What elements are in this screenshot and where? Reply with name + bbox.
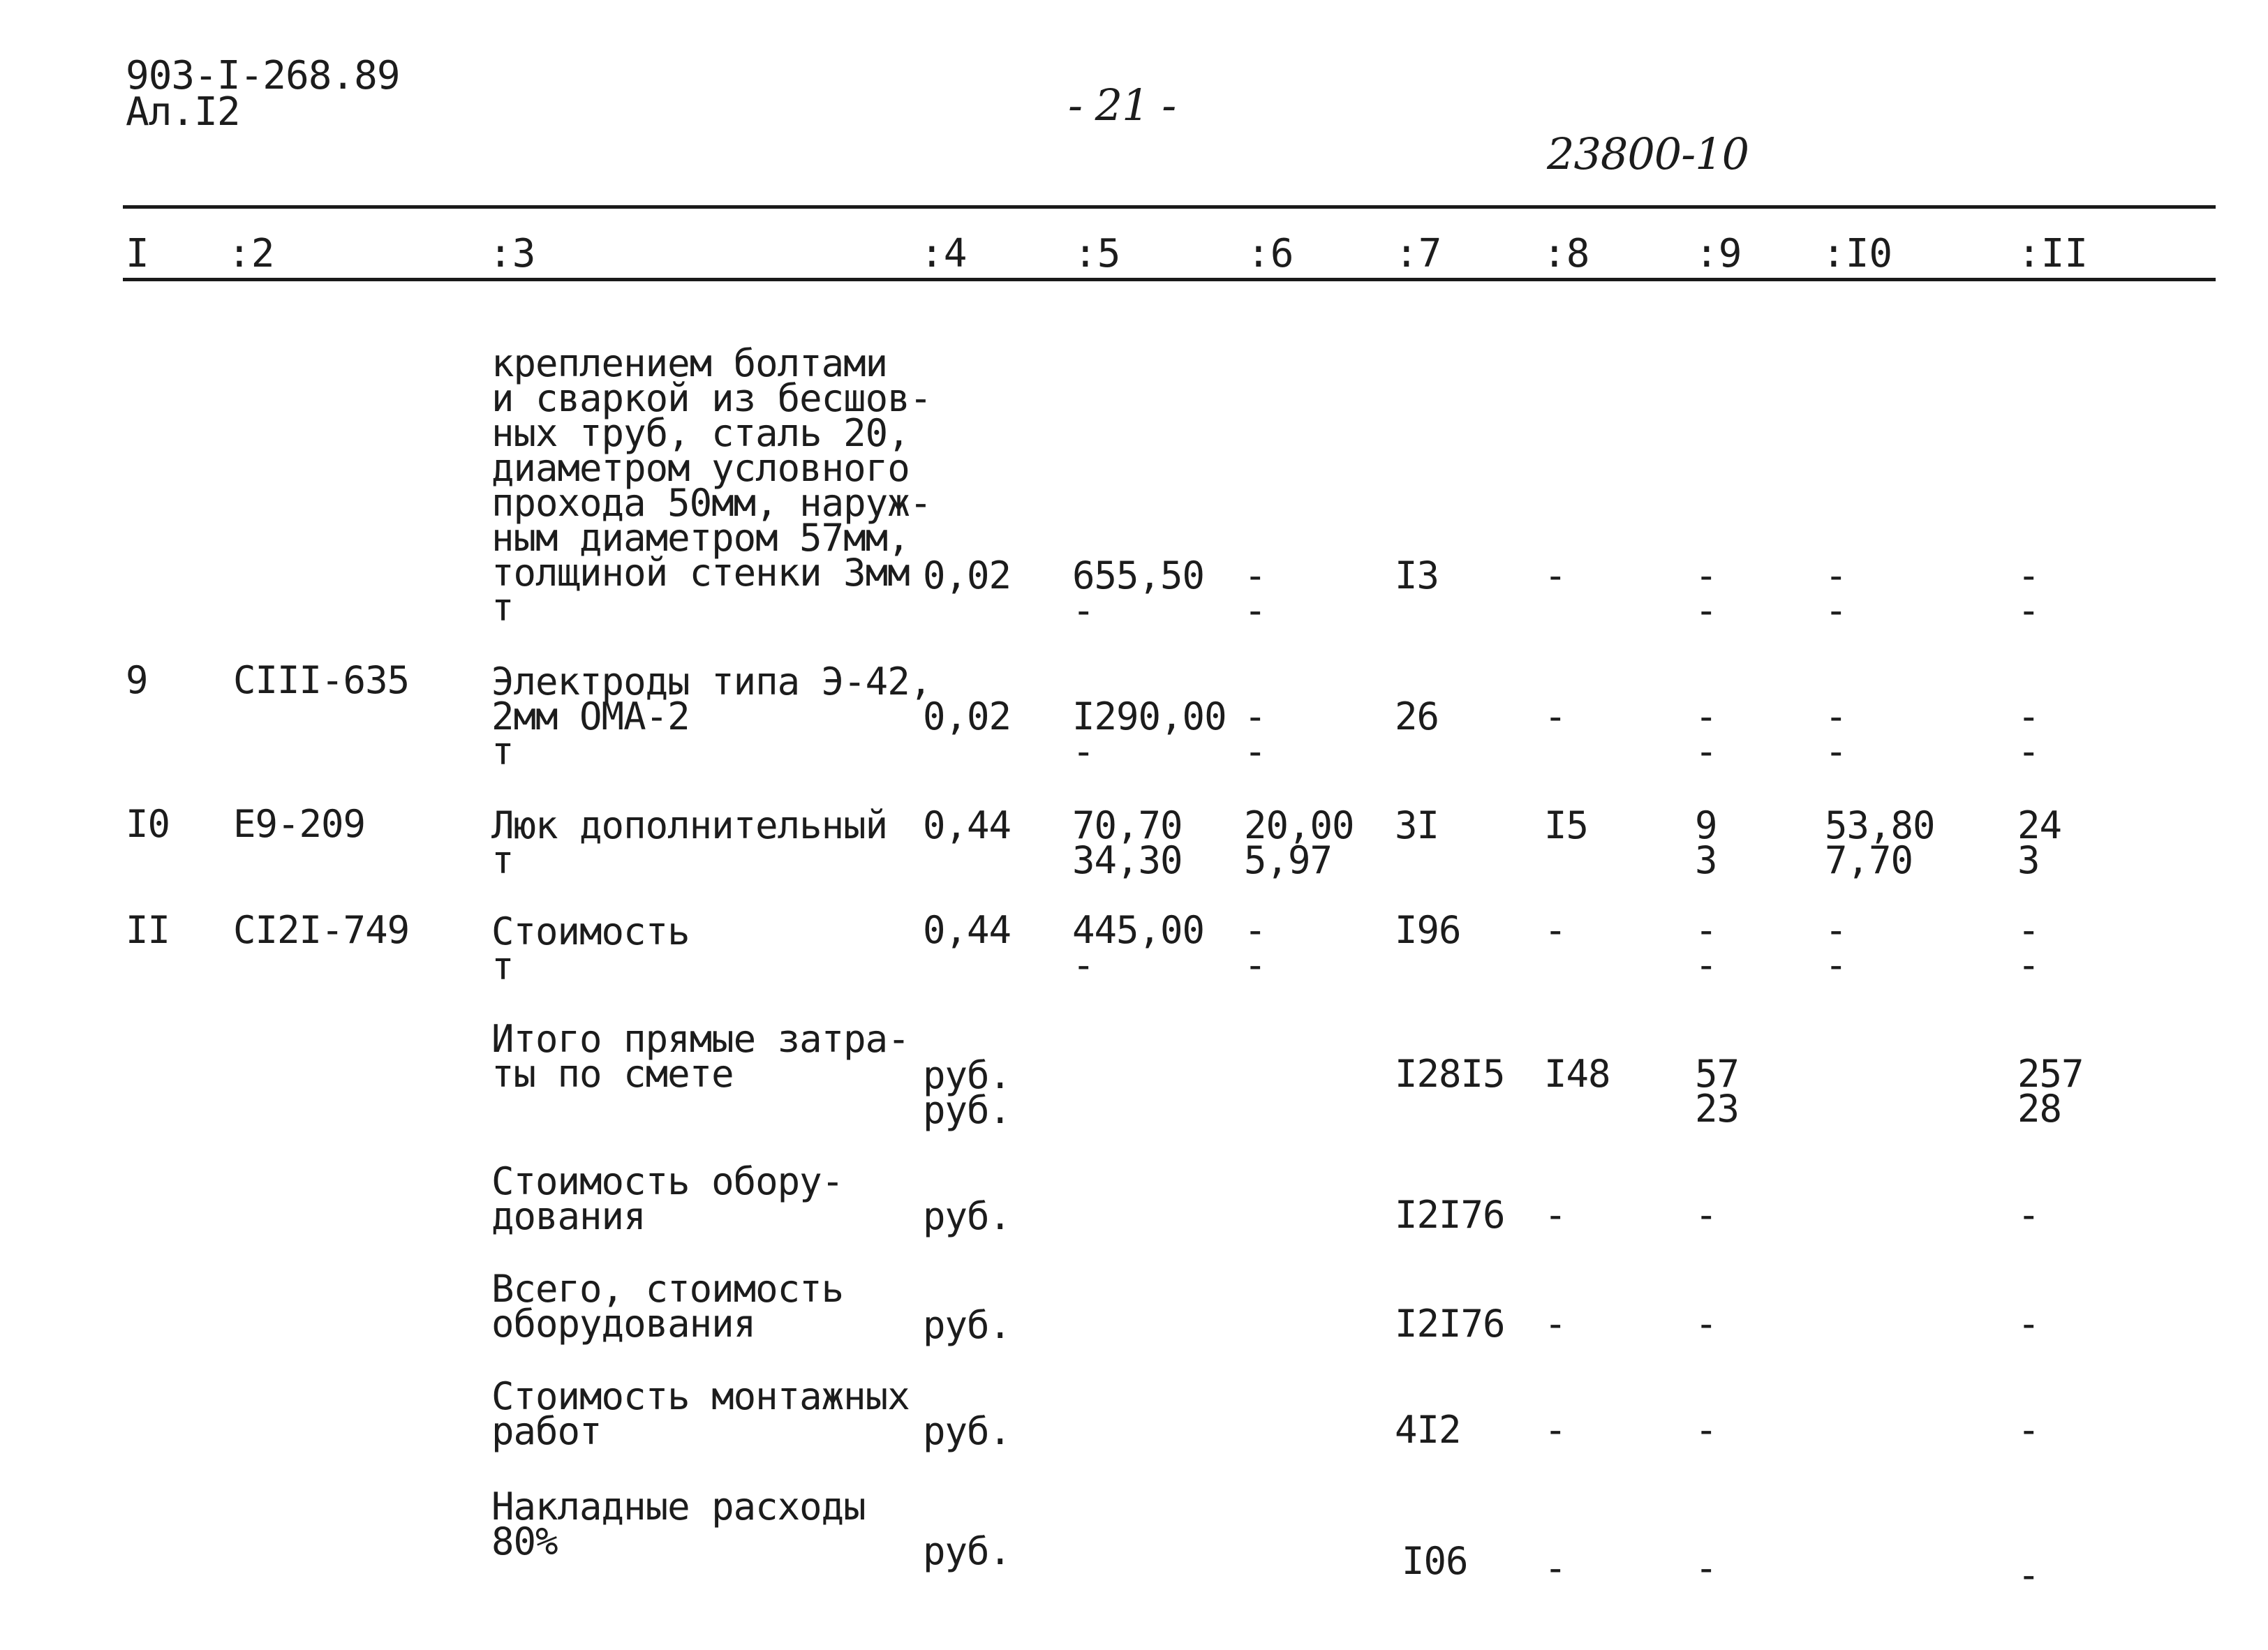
total-direct-costs-unit: руб. руб. (923, 1053, 1011, 1132)
row-1-col8: - (1544, 553, 1566, 597)
document-code: 903-I-268.89 (126, 53, 400, 98)
stamp-number: 23800-10 (1547, 128, 1749, 179)
row-9-col11: - - (2017, 694, 2040, 773)
row-10-col11: 24 3 (2017, 803, 2062, 882)
equipment-cost-col7: I2I76 (1395, 1193, 1505, 1237)
installation-cost-unit: руб. (923, 1409, 1011, 1453)
overhead-cost-label: Накладные расходы 80% (491, 1485, 866, 1563)
row-1-col5: 655,50 - (1072, 553, 1205, 632)
row-10-description: Люк дополнительный т (491, 803, 888, 882)
row-11-col9: - - (1695, 908, 1717, 987)
equipment-cost-col8: - (1544, 1193, 1566, 1237)
row-9-col5: I290,00 - (1072, 694, 1226, 773)
row-1-col10: - - (1825, 553, 1847, 632)
row-10-col6: 20,00 5,97 (1244, 803, 1354, 882)
column-number-8: :8 (1543, 231, 1590, 276)
column-number-10: :I0 (1822, 231, 1893, 276)
total-equipment-cost-col7: I2I76 (1395, 1302, 1505, 1346)
installation-cost-label: Стоимость монтажных работ (491, 1374, 910, 1453)
row-1-col11: - - (2017, 553, 2040, 632)
row-1-col7: I3 (1395, 553, 1439, 597)
overhead-cost-col9: - (1695, 1546, 1717, 1590)
row-11-col8: - (1544, 908, 1566, 952)
overhead-cost-col7: I06 (1402, 1539, 1468, 1583)
row-10-code: E9-209 (233, 802, 366, 846)
total-direct-costs-col11: 257 28 (2017, 1052, 2084, 1131)
overhead-cost-col11: - (2017, 1553, 2040, 1597)
row-11-code: CI2I-749 (233, 908, 410, 952)
row-9-col6: - - (1244, 694, 1266, 773)
installation-cost-col11: - (2017, 1408, 2040, 1452)
row-11-col6: - - (1244, 908, 1266, 987)
column-number-7: :7 (1395, 231, 1442, 276)
row-11-number: II (126, 908, 170, 952)
total-direct-costs-col7: I28I5 (1395, 1052, 1505, 1096)
total-direct-costs-label: Итого прямые затра- ты по смете (491, 1017, 910, 1096)
row-10-col10: 53,80 7,70 (1825, 803, 1935, 882)
total-equipment-cost-label: Всего, стоимость оборудования (491, 1267, 844, 1346)
row-9-col9: - - (1695, 694, 1717, 773)
equipment-cost-unit: руб. (923, 1194, 1011, 1238)
row-9-description: Электроды типа Э-42, 2мм ОМА-2 т (491, 660, 932, 773)
header-bottom-rule (123, 278, 2216, 281)
row-1-col9: - - (1695, 553, 1717, 632)
page-number: - 21 - (1068, 80, 1176, 131)
row-11-description: Стоимость т (491, 909, 690, 988)
row-1-description: креплением болтами и сваркой из бесшов- ных труб, сталь 20, диаметром условного прохода 50мм, наруж- ным диаметром 57мм, толщиной стенки 3мм т (491, 341, 932, 630)
installation-cost-col8: - (1544, 1408, 1566, 1452)
row-10-col5: 70,70 34,30 (1072, 803, 1183, 882)
total-equipment-cost-col9: - (1695, 1302, 1717, 1346)
header-top-rule (123, 205, 2216, 209)
row-11-col7: I96 (1395, 908, 1461, 952)
equipment-cost-col11: - (2017, 1193, 2040, 1237)
column-number-1: I (126, 231, 149, 276)
row-10-col8: I5 (1544, 803, 1589, 847)
column-number-9: :9 (1695, 231, 1742, 276)
total-equipment-cost-col8: - (1544, 1302, 1566, 1346)
column-number-2: :2 (228, 231, 275, 276)
total-direct-costs-col9: 57 23 (1695, 1052, 1740, 1131)
album-number: Ал.I2 (126, 89, 240, 135)
row-1-col6: - - (1244, 553, 1266, 632)
row-11-quantity: 0,44 (923, 908, 1011, 952)
row-10-number: I0 (126, 802, 170, 846)
column-number-6: :6 (1247, 231, 1294, 276)
row-9-col10: - - (1825, 694, 1847, 773)
installation-cost-col7: 4I2 (1395, 1408, 1461, 1452)
row-1-quantity: 0,02 (923, 553, 1011, 597)
row-11-col11: - - (2017, 908, 2040, 987)
row-9-col8: - (1544, 694, 1566, 738)
row-9-code: CIII-635 (233, 658, 410, 702)
total-equipment-cost-unit: руб. (923, 1303, 1011, 1347)
total-direct-costs-col8: I48 (1544, 1052, 1610, 1096)
row-10-quantity: 0,44 (923, 803, 1011, 847)
total-equipment-cost-col11: - (2017, 1302, 2040, 1346)
column-number-3: :3 (489, 231, 536, 276)
equipment-cost-label: Стоимость обору- дования (491, 1159, 844, 1238)
column-number-11: :II (2017, 231, 2089, 276)
row-9-quantity: 0,02 (923, 694, 1011, 738)
row-10-col9: 9 3 (1695, 803, 1717, 882)
overhead-cost-unit: руб. (923, 1529, 1011, 1573)
row-9-number: 9 (126, 658, 148, 702)
row-9-col7: 26 (1395, 694, 1439, 738)
equipment-cost-col9: - (1695, 1193, 1717, 1237)
column-number-4: :4 (920, 231, 968, 276)
row-11-col5: 445,00 - (1072, 908, 1205, 987)
column-number-5: :5 (1074, 231, 1121, 276)
row-10-col7: 3I (1395, 803, 1439, 847)
overhead-cost-col8: - (1544, 1546, 1566, 1590)
installation-cost-col9: - (1695, 1408, 1717, 1452)
row-11-col10: - - (1825, 908, 1847, 987)
